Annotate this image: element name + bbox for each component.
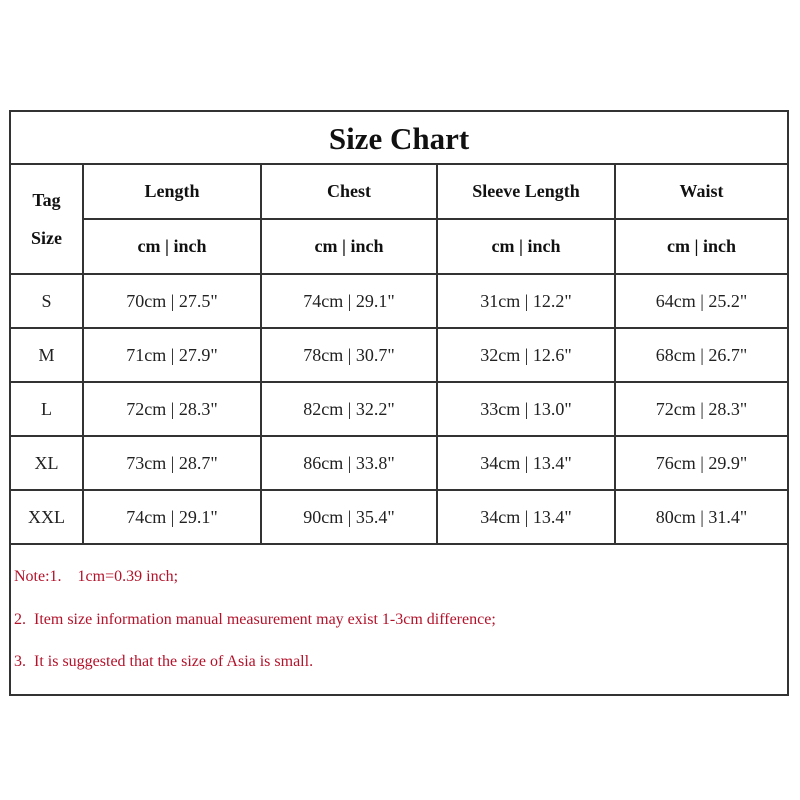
tag-size-line2: Size <box>31 228 62 248</box>
header-row <box>11 165 787 219</box>
sleeve-length-value: 34cm | 13.4" <box>437 490 615 544</box>
sleeve-length-value: 33cm | 13.0" <box>437 382 615 436</box>
length-value: 72cm | 28.3" <box>83 382 261 436</box>
note-conversion: Note:1. 1cm=0.39 inch; <box>14 568 179 585</box>
size-label: S <box>11 274 83 328</box>
waist-value: 72cm | 28.3" <box>615 382 787 436</box>
table-row <box>11 328 787 382</box>
size-chart <box>9 110 789 696</box>
waist-value: 68cm | 26.7" <box>615 328 787 382</box>
waist-value: 76cm | 29.9" <box>615 436 787 490</box>
length-value: 74cm | 29.1" <box>83 490 261 544</box>
note-measurement-difference: 2. Item size information manual measurement may exist 1-3cm difference; <box>14 611 496 628</box>
sleeve-length-value: 31cm | 12.2" <box>437 274 615 328</box>
waist-value: 80cm | 31.4" <box>615 490 787 544</box>
column-header-length: Length <box>83 165 261 219</box>
size-label: XXL <box>11 490 83 544</box>
sleeve-length-value: 32cm | 12.6" <box>437 328 615 382</box>
unit-waist: cm | inch <box>615 219 787 274</box>
waist-value: 64cm | 25.2" <box>615 274 787 328</box>
length-value: 70cm | 27.5" <box>83 274 261 328</box>
size-label: XL <box>11 436 83 490</box>
unit-chest: cm | inch <box>261 219 437 274</box>
size-table <box>11 165 787 545</box>
table-row <box>11 382 787 436</box>
unit-sleeve-length: cm | inch <box>437 219 615 274</box>
chest-value: 86cm | 33.8" <box>261 436 437 490</box>
table-row <box>11 274 787 328</box>
column-header-sleeve-length: Sleeve Length <box>437 165 615 219</box>
note-asia-size: 3. It is suggested that the size of Asia is small. <box>14 653 314 670</box>
chest-value: 90cm | 35.4" <box>261 490 437 544</box>
title-row <box>11 112 787 165</box>
chest-value: 82cm | 32.2" <box>261 382 437 436</box>
chart-title: Size Chart <box>328 120 470 156</box>
unit-length: cm | inch <box>83 219 261 274</box>
chest-value: 74cm | 29.1" <box>261 274 437 328</box>
tag-size-header <box>11 165 83 274</box>
size-label: M <box>11 328 83 382</box>
size-label: L <box>11 382 83 436</box>
length-value: 71cm | 27.9" <box>83 328 261 382</box>
sleeve-length-value: 34cm | 13.4" <box>437 436 615 490</box>
chest-value: 78cm | 30.7" <box>261 328 437 382</box>
column-header-waist: Waist <box>615 165 787 219</box>
tag-size-line1: Tag <box>32 190 61 210</box>
table-row <box>11 436 787 490</box>
unit-row <box>11 219 787 274</box>
notes-section <box>11 548 787 694</box>
table-row <box>11 490 787 544</box>
column-header-chest: Chest <box>261 165 437 219</box>
length-value: 73cm | 28.7" <box>83 436 261 490</box>
